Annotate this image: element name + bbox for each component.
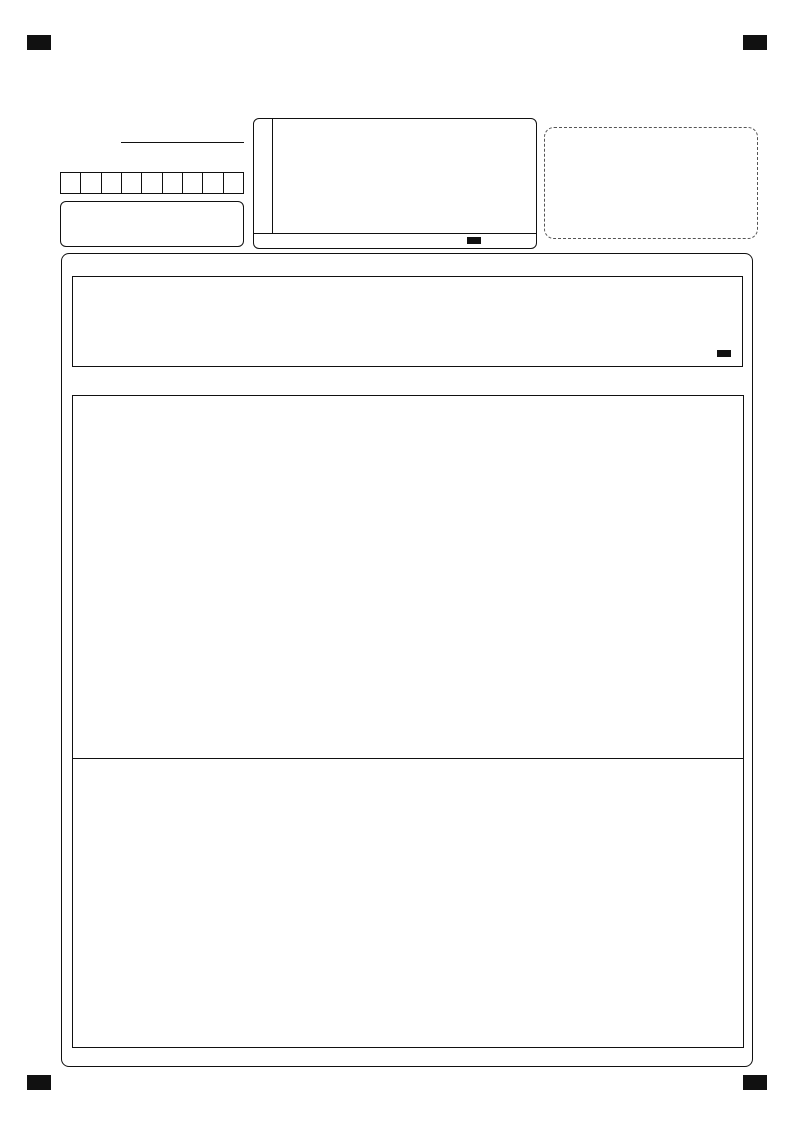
- barcode-area: [544, 127, 758, 239]
- corner-mark-top-left: [27, 35, 51, 50]
- name-field[interactable]: [121, 128, 244, 143]
- notice-sample-bar: [254, 233, 536, 249]
- choice-timing-mark: [717, 350, 731, 357]
- corner-mark-bottom-left: [27, 1075, 51, 1090]
- notice-box: [253, 118, 537, 249]
- question-17-area: [72, 758, 744, 1048]
- corner-mark-bottom-right: [743, 1075, 767, 1090]
- corner-mark-top-right: [743, 35, 767, 50]
- absent-sticker-area: [60, 201, 244, 247]
- exam-id-boxes[interactable]: [60, 172, 244, 194]
- choice-grid: [72, 276, 743, 367]
- question-16-area: [72, 395, 744, 759]
- fill-sample-mark: [467, 237, 481, 244]
- notice-divider: [272, 119, 273, 233]
